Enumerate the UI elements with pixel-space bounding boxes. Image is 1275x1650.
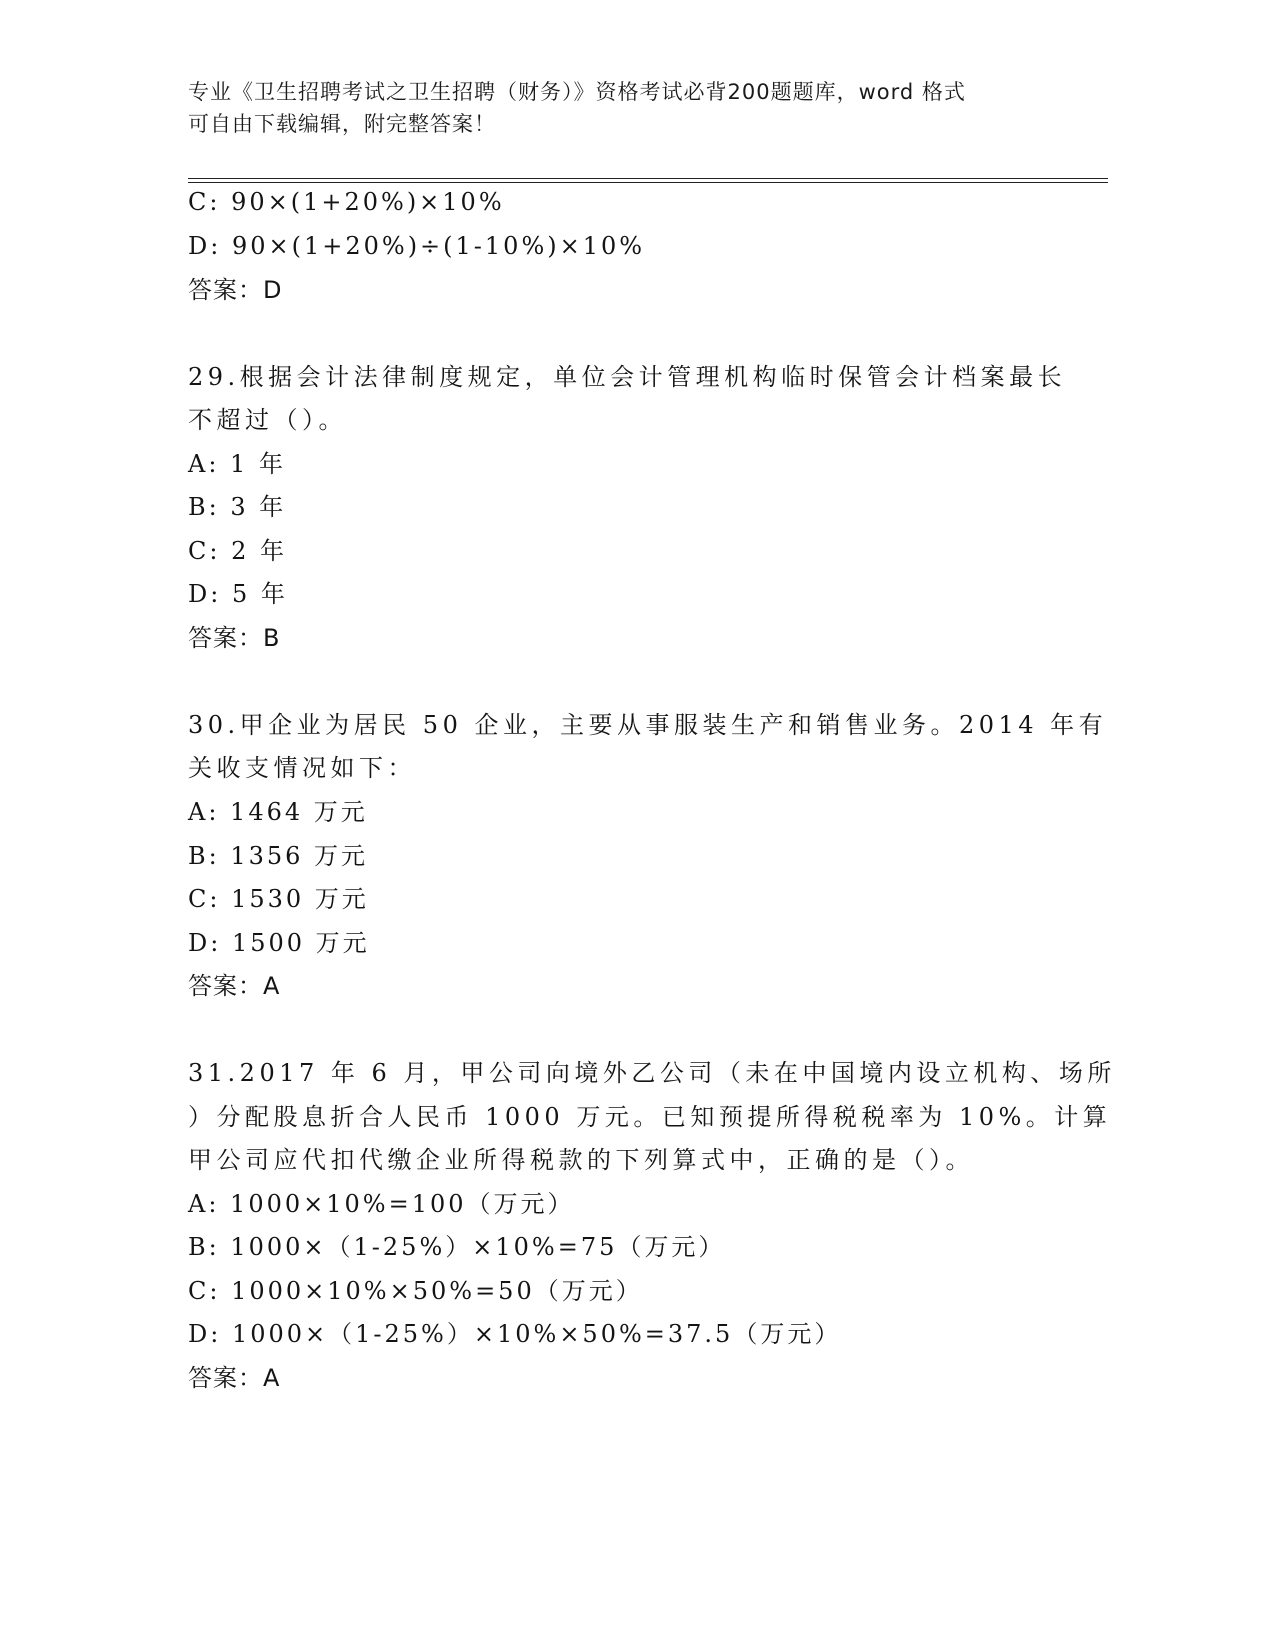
q28-answer: 答案：D xyxy=(188,276,283,304)
document-header xyxy=(188,76,1078,140)
q30-question-line-2: 关收支情况如下： xyxy=(188,754,416,782)
q29-question-line-1: 29.根据会计法律制度规定，单位会计管理机构临时保管会计档案最长 xyxy=(188,363,1067,391)
q29-option-c: C: 2 年 xyxy=(188,537,287,565)
q31-option-b: B: 1000×（1-25%）×10%=75（万元） xyxy=(188,1233,726,1261)
q29-option-a: A: 1 年 xyxy=(188,450,286,478)
q31-question-line-2: ）分配股息折合人民币 1000 万元。已知预提所得税税率为 10%。计算 xyxy=(188,1103,1112,1131)
q30-option-c: C: 1530 万元 xyxy=(188,885,369,913)
q29-question-line-2: 不超过（）。 xyxy=(188,406,347,434)
q31-option-d: D: 1000×（1-25%）×10%×50%=37.5（万元） xyxy=(188,1320,842,1348)
q30-option-b: B: 1356 万元 xyxy=(188,842,369,870)
header-divider xyxy=(188,178,1108,183)
header-title-line-1: 专业《卫生招聘考试之卫生招聘（财务）》资格考试必背200题题库，word 格式 xyxy=(188,80,966,104)
q30-answer: 答案：A xyxy=(188,972,281,1000)
q29-option-d: D: 5 年 xyxy=(188,580,288,608)
q29-answer: 答案：B xyxy=(188,624,281,652)
q29-option-b: B: 3 年 xyxy=(188,493,287,521)
q31-answer: 答案：A xyxy=(188,1364,281,1392)
q31-question-line-3: 甲公司应代扣代缴企业所得税款的下列算式中，正确的是（）。 xyxy=(188,1146,974,1174)
q31-question-line-1: 31.2017 年 6 月，甲公司向境外乙公司（未在中国境内设立机构、场所 xyxy=(188,1059,1116,1087)
q28-option-c: C: 90×(1+20%)×10% xyxy=(188,188,505,216)
q30-option-d: D: 1500 万元 xyxy=(188,929,370,957)
q31-option-c: C: 1000×10%×50%=50（万元） xyxy=(188,1277,643,1305)
q30-option-a: A: 1464 万元 xyxy=(188,798,368,826)
q31-option-a: A: 1000×10%=100（万元） xyxy=(188,1190,575,1218)
q30-question-line-1: 30.甲企业为居民 50 企业，主要从事服装生产和销售业务。2014 年有 xyxy=(188,711,1108,739)
q28-option-d: D: 90×(1+20%)÷(1-10%)×10% xyxy=(188,232,646,260)
header-title-line-2: 可自由下载编辑，附完整答案！ xyxy=(188,112,496,136)
